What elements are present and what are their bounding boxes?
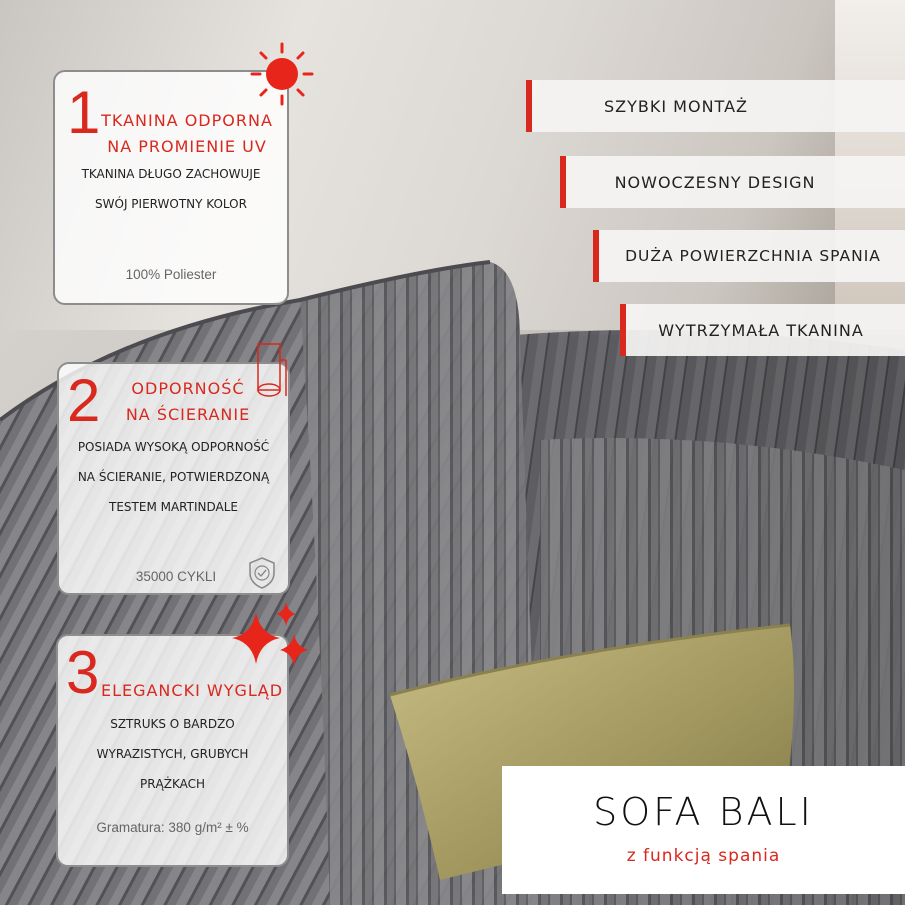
card-title: [92, 678, 292, 704]
card-desc-line: TKANINA DŁUGO ZACHOWUJE: [81, 167, 261, 181]
card-title-line: TKANINA ODPORNA: [101, 111, 273, 130]
card-desc-line: SWÓJ PIERWOTNY KOLOR: [95, 197, 247, 211]
feature-pill: [620, 304, 905, 356]
pill-label: DUŻA POWIERZCHNIA SPANIA: [625, 247, 881, 265]
card-number: 3: [66, 639, 100, 706]
feature-pill: [526, 80, 905, 132]
pill-accent-bar: [593, 230, 599, 282]
pill-label: SZYBKI MONTAŻ: [604, 96, 748, 116]
card-title: [87, 108, 287, 160]
card-title-line: NA ŚCIERANIE: [125, 405, 251, 424]
card-number: 2: [67, 367, 101, 434]
card-title-line: ODPORNOŚĆ: [131, 379, 245, 398]
product-subtitle: z funkcją spania: [626, 846, 781, 866]
card-desc-line: SZTRUKS O BARDZO: [110, 717, 235, 731]
product-label: [502, 766, 905, 894]
card-desc-line: POSIADA WYSOKĄ ODPORNOŚĆ: [77, 440, 270, 454]
card-desc-line: WYRAZISTYCH, GRUBYCH: [96, 747, 249, 761]
pill-label: NOWOCZESNY DESIGN: [614, 172, 816, 192]
card-footer: 100% Poliester: [125, 267, 217, 282]
card-description: [55, 159, 287, 219]
card-footer: 35000 CYKLI: [135, 569, 217, 584]
product-name: SOFA BALI: [593, 790, 814, 834]
fabric-roll-icon: [252, 340, 288, 402]
pill-label: WYTRZYMAŁA TKANINA: [658, 320, 864, 340]
card-title-line: NA PROMIENIE UV: [107, 137, 267, 156]
feature-pill: [560, 156, 905, 208]
card-desc-line: NA ŚCIERANIE, POTWIERDZONĄ: [77, 470, 270, 484]
card-description: [59, 432, 288, 522]
sun-icon: [250, 42, 314, 106]
card-desc-line: PRĄŻKACH: [139, 777, 206, 791]
card-number: 1: [67, 79, 101, 146]
card-title: [103, 376, 273, 428]
sparkle-icon: [226, 598, 316, 672]
card-title-line: ELEGANCKI WYGLĄD: [100, 681, 284, 700]
feature-pill: [593, 230, 905, 282]
card-footer: Gramatura: 380 g/m² ± %: [96, 820, 249, 835]
card-desc-line: TESTEM MARTINDALE: [109, 500, 238, 514]
shield-check-icon: [247, 556, 277, 590]
card-description: [58, 709, 287, 799]
